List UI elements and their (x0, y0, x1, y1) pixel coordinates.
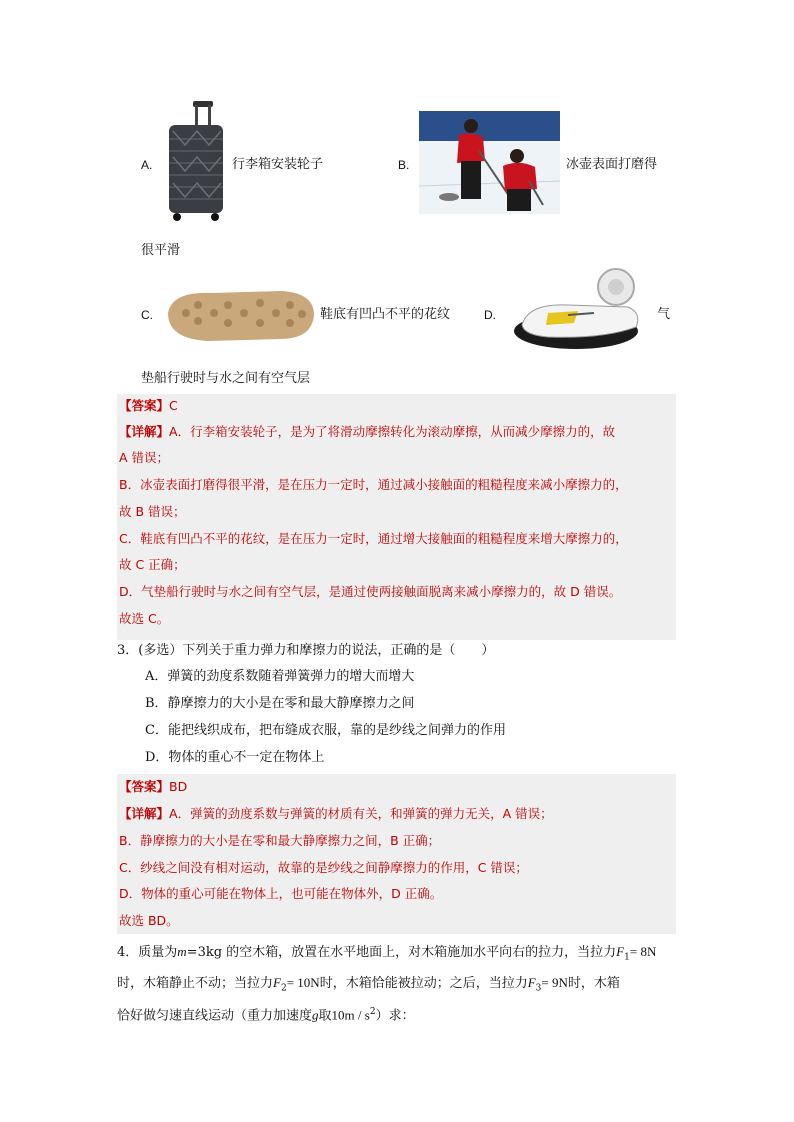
q3-detail-line (119, 806, 553, 822)
detail-text: A．弹簧的劲度系数与弹簧的材质有关，和弹簧的弹力无关，A 错误； (169, 806, 553, 821)
option-b-text: 冰壶表面打磨得 (566, 157, 658, 172)
option-a-letter: A. (141, 158, 153, 172)
option-a-text: 行李箱安装轮子 (232, 157, 324, 172)
force-symbol: F (616, 944, 625, 959)
q3-stem: 3．(多选）下列关于重力弹力和摩擦力的说法，正确的是（ ） (117, 643, 495, 658)
detail-text: C．鞋底有凹凸不平的花纹，是在压力一定时，通过增大接触面的粗糙程度来增大摩擦力的， (119, 531, 628, 546)
answer-tag: 【答案】 (119, 779, 170, 794)
detail-text: A 错误； (119, 450, 170, 465)
answer-value: C (169, 398, 178, 413)
q2-answer-line (119, 398, 178, 414)
q4-text: =3kg 的空木箱，放置在水平地面上，对木箱施加水平向右的拉力，当拉力 (186, 945, 617, 960)
gravity-symbol: g (312, 1007, 319, 1023)
q4-text: 取 (318, 1008, 332, 1024)
option-c-text: 鞋底有凹凸不平的花纹 (320, 307, 451, 322)
answer-tag: 【答案】 (119, 398, 170, 413)
gravity-value: 10m / s (331, 1007, 370, 1023)
detail-text: A．行李箱安装轮子，是为了将滑动摩擦转化为滚动摩擦，从而减少摩擦力的，故 (169, 424, 616, 439)
q4-line-1 (117, 944, 656, 966)
gravity-exponent: 2 (369, 1007, 376, 1017)
force-value: = 9N (541, 975, 568, 990)
force-subscript: 3 (535, 983, 542, 994)
force-value: = 8N (629, 944, 657, 959)
detail-text: B．静摩擦力的大小是在零和最大静摩擦力之间，B 正确； (119, 833, 441, 848)
option-d-letter: D. (484, 308, 496, 322)
detail-text: 故 C 正确； (119, 557, 186, 572)
q4-text: 恰好做匀速直线运动（重力加速度 (117, 1008, 313, 1024)
detail-tag: 【详解】 (119, 806, 170, 821)
detail-text: D．气垫船行驶时与水之间有空气层，是通过使两接触面脱离来减小摩擦力的，故 D 错误。 (119, 584, 622, 599)
curling-image (419, 111, 560, 214)
option-d-text: 气 (657, 307, 671, 322)
option-b-text-cont: 很平滑 (141, 243, 181, 258)
q3-option-d: D．物体的重心不一定在物体上 (145, 750, 325, 765)
mass-symbol: m (177, 944, 187, 959)
q4-line-3 (117, 1004, 415, 1024)
option-b-letter: B. (398, 158, 410, 172)
answer-value: BD (169, 779, 188, 794)
force-symbol: F (527, 975, 536, 990)
q2-answer-block (117, 394, 676, 640)
force-value: = 10N (286, 975, 320, 990)
option-d-text-cont: 垫船行驶时与水之间有空气层 (141, 371, 311, 386)
q3-option-b: B．静摩擦力的大小是在零和最大静摩擦力之间 (145, 696, 415, 711)
q3-option-c: C．能把线织成布，把布缝成衣服，靠的是纱线之间弹力的作用 (145, 723, 506, 738)
option-c-letter: C. (141, 308, 153, 322)
detail-text: D．物体的重心可能在物体上，也可能在物体外，D 正确。 (119, 886, 443, 901)
detail-tag: 【详解】 (119, 424, 170, 439)
suitcase-image (165, 99, 227, 223)
q4-text: 时，木箱恰能被拉动；之后，当拉力 (319, 976, 528, 991)
detail-text: 故选 BD。 (119, 913, 179, 928)
q4-text: 4．质量为 (117, 945, 178, 960)
q4-text: 时，木箱 (567, 976, 620, 991)
q4-text: 时，木箱静止不动；当拉力 (117, 976, 274, 991)
detail-text: 故 B 错误； (119, 504, 186, 519)
force-symbol: F (273, 975, 281, 990)
q2-detail-line (119, 424, 615, 440)
q3-option-a: A．弹簧的劲度系数随着弹簧弹力的增大而增大 (145, 669, 415, 684)
force-subscript: 2 (280, 983, 287, 994)
q3-answer-block (117, 774, 676, 934)
hovercraft-image (508, 267, 650, 357)
force-subscript: 1 (624, 952, 630, 963)
detail-text: 故选 C。 (119, 611, 170, 626)
q4-text: ）求： (375, 1008, 415, 1024)
q4-line-2 (117, 975, 620, 997)
shoe-sole-image (162, 283, 318, 347)
q3-answer-line (119, 779, 187, 795)
detail-text: B．冰壶表面打磨得很平滑，是在压力一定时，通过减小接触面的粗糙程度来减小摩擦力的， (119, 477, 628, 492)
detail-text: C．纱线之间没有相对运动，故靠的是纱线之间静摩擦力的作用，C 错误； (119, 860, 528, 875)
